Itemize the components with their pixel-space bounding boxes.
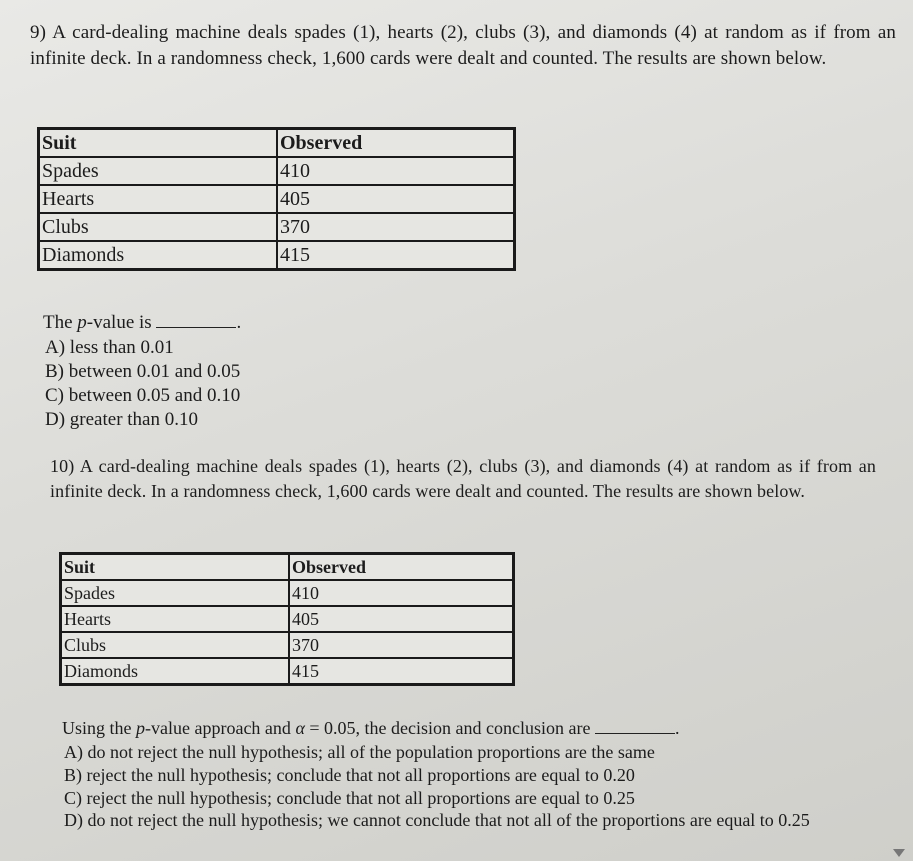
stem-text: -value is <box>86 312 152 333</box>
q10-option-b: B) reject the null hypothesis; conclude that not all proportions are equal to 0.20 <box>64 765 635 785</box>
header-observed: Observed <box>277 129 515 158</box>
cell-observed: 370 <box>289 632 514 658</box>
table-header-row <box>61 554 514 581</box>
cell-suit: Hearts <box>61 606 290 632</box>
q9-option-c: C) between 0.05 and 0.10 <box>45 385 241 406</box>
scroll-down-icon <box>893 849 905 857</box>
q10-option-c: C) reject the null hypothesis; conclude that not all proportions are equal to 0.25 <box>64 788 635 808</box>
cell-suit: Clubs <box>61 632 290 658</box>
cell-suit: Diamonds <box>61 658 290 685</box>
cell-observed: 405 <box>277 185 515 213</box>
q9-option-a: A) less than 0.01 <box>45 337 174 358</box>
table-row <box>39 157 515 185</box>
q10-option-d: D) do not reject the null hypothesis; we cannot conclude that not all of the proportions are equal to 0.25 <box>64 810 810 830</box>
cell-observed: 370 <box>277 213 515 241</box>
cell-suit: Clubs <box>39 213 278 241</box>
table-row <box>39 185 515 213</box>
cell-observed: 405 <box>289 606 514 632</box>
q10-option-a: A) do not reject the null hypothesis; all of the population proportions are the same <box>64 742 655 762</box>
answer-blank <box>156 311 236 328</box>
table-header-row <box>39 129 515 158</box>
q10-prompt: 10) A card-dealing machine deals spades (1), hearts (2), clubs (3), and diamonds (4) at random as if from an infinite deck. In a randomness check, 1,600 cards were dealt and counted. The results are shown below. <box>50 456 876 501</box>
q9-stem: The p-value is . <box>43 312 242 333</box>
cell-observed: 415 <box>289 658 514 685</box>
cell-suit: Spades <box>61 580 290 606</box>
table-row <box>39 241 515 270</box>
cell-observed: 410 <box>289 580 514 606</box>
answer-blank <box>595 717 675 734</box>
table-row <box>61 606 514 632</box>
q10-observed-table <box>59 552 515 686</box>
table-row <box>39 213 515 241</box>
table-row <box>61 580 514 606</box>
stem-text: Using the <box>62 718 136 738</box>
q10-stem: Using the p-value approach and α = 0.05, the decision and conclusion are . <box>62 718 680 738</box>
alpha-symbol: α <box>295 718 305 738</box>
stem-text: -value approach and <box>145 718 296 738</box>
q9-prompt: 9) A card-dealing machine deals spades (1), hearts (2), clubs (3), and diamonds (4) at random as if from an infinite deck. In a randomness check, 1,600 cards were dealt and counted. The results are shown below. <box>30 22 896 69</box>
q9-option-b: B) between 0.01 and 0.05 <box>45 361 241 382</box>
stem-variable: p <box>77 312 87 333</box>
stem-variable: p <box>136 718 145 738</box>
header-suit: Suit <box>61 554 290 581</box>
cell-observed: 415 <box>277 241 515 270</box>
header-suit: Suit <box>39 129 278 158</box>
q9-observed-table <box>37 127 516 271</box>
cell-suit: Hearts <box>39 185 278 213</box>
cell-suit: Spades <box>39 157 278 185</box>
cell-suit: Diamonds <box>39 241 278 270</box>
stem-text: The <box>43 312 78 333</box>
table-row <box>61 632 514 658</box>
table-row <box>61 658 514 685</box>
q9-option-d: D) greater than 0.10 <box>45 409 198 430</box>
stem-text: = 0.05, the decision and conclusion are <box>304 718 591 738</box>
header-observed: Observed <box>289 554 514 581</box>
cell-observed: 410 <box>277 157 515 185</box>
